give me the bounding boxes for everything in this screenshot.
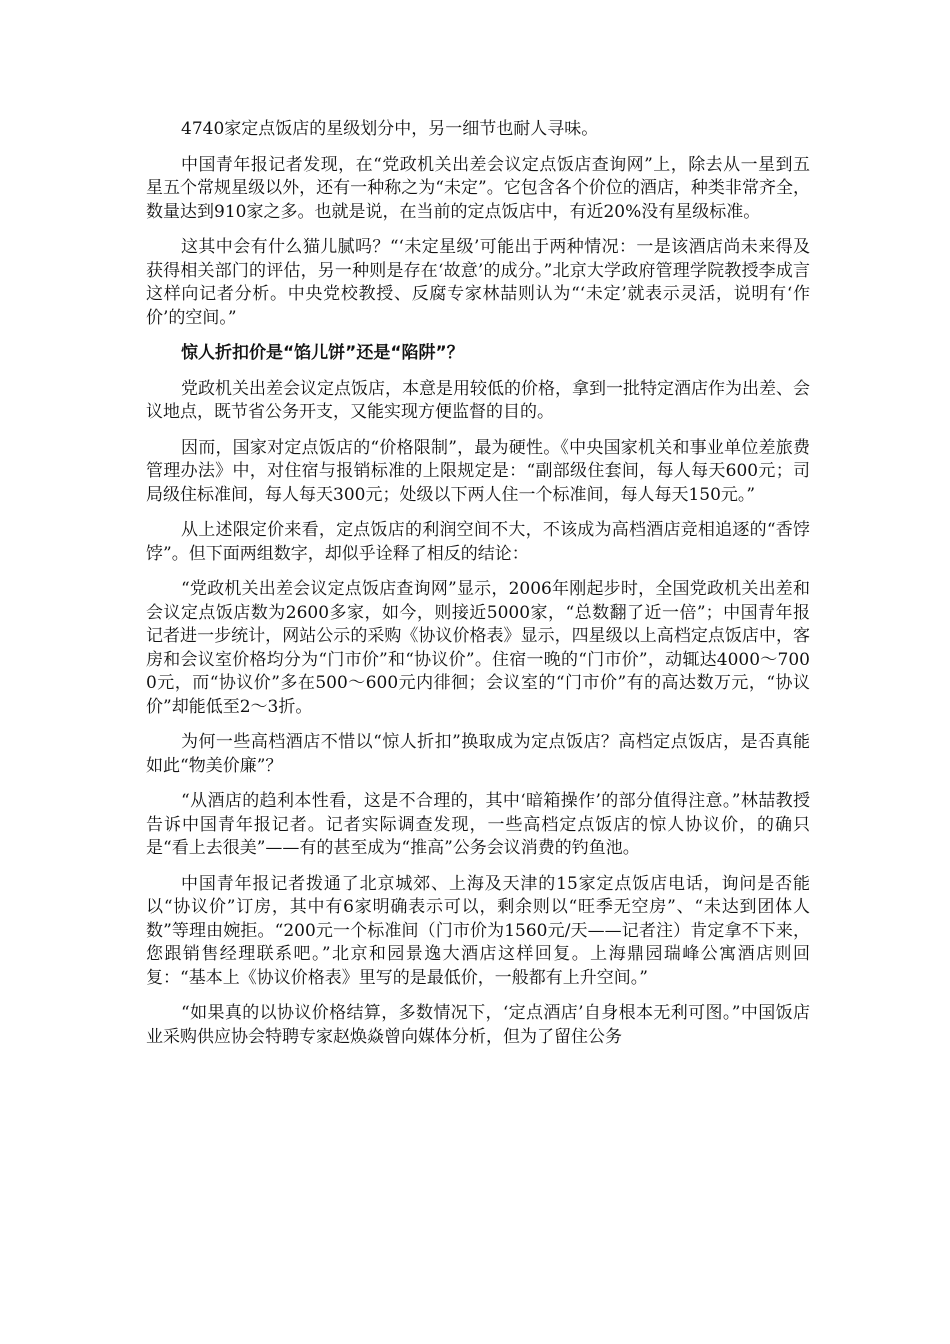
paragraph-9: “从酒店的趋利本性看，这是不合理的，其中‘暗箱操作’的部分值得注意。”林喆教授告诉中国青年报记者。记者实际调查发现，一些高档定点饭店的惊人协议价，的确只是“看上去很美”——有的甚至成为“推高”公务会议消费的钓鱼池。: [146, 791, 810, 858]
paragraph-4: 党政机关出差会议定点饭店，本意是用较低的价格，拿到一批特定酒店作为出差、会议地点，既节省公务开支，又能实现方便监督的目的。: [146, 378, 810, 422]
paragraph-7: “党政机关出差会议定点饭店查询网”显示，2006年刚起步时，全国党政机关出差和会议定点饭店数为2600多家，如今，则接近5000家，“总数翻了近一倍”；中国青年报记者进一步统计，网站公示的采购《协议价格表》显示，四星级以上高档定点饭店中，客房和会议室价格均分为“门市价”和“协议价”。住宿一晚的“门市价”，动辄达4000～7000元，而“协议价”多在500～600元内徘徊；会议室的“门市价”有的高达数万元，“协议价”却能低至2～3折。: [146, 579, 810, 717]
paragraph-8: 为何一些高档酒店不惜以“惊人折扣”换取成为定点饭店？高档定点饭店，是否真能如此“物美价廉”？: [146, 732, 810, 776]
paragraph-3: 这其中会有什么猫儿腻吗？“‘未定星级’可能出于两种情况：一是该酒店尚未来得及获得相关部门的评估，另一种则是存在‘故意’的成分。”北京大学政府管理学院教授李成言这样向记者分析。中央党校教授、反腐专家林喆则认为“‘未定’就表示灵活，说明有‘作价’的空间。”: [146, 237, 810, 328]
paragraph-5: 因而，国家对定点饭店的“价格限制”，最为硬性。《中央国家机关和事业单位差旅费管理办法》中，对住宿与报销标准的上限规定是：“副部级住套间，每人每天600元；司局级住标准间，每人每天300元；处级以下两人住一个标准间，每人每天150元。”: [146, 437, 810, 505]
section-heading: 惊人折扣价是“馅儿饼”还是“陷阱”？: [181, 343, 464, 363]
paragraph-11: “如果真的以协议价格结算，多数情况下，‘定点酒店’自身根本无利可图。”中国饭店业采购供应协会特聘专家赵焕焱曾向媒体分析，但为了留住公务: [146, 1003, 810, 1047]
paragraph-10: 中国青年报记者拨通了北京城郊、上海及天津的15家定点饭店电话，询问是否能以“协议价”订房，其中有6家明确表示可以，剩余则以“旺季无空房”、“未达到团体人数”等理由婉拒。“200元一个标准间（门市价为1560元/天——记者注）肯定拿不下来，您跟销售经理联系吧。”北京和园景逸大酒店这样回复。上海鼎园瑞峰公寓酒店则回复：“基本上《协议价格表》里写的是最低价，一般都有上升空间。”: [146, 873, 810, 988]
document-page: [146, 118, 810, 1061]
paragraph-6: 从上述限定价来看，定点饭店的利润空间不大，不该成为高档酒店竞相追逐的“香饽饽”。但下面两组数字，却似乎诠释了相反的结论：: [146, 520, 810, 564]
paragraph-1: 4740家定点饭店的星级划分中，另一细节也耐人寻味。: [181, 119, 599, 139]
paragraph-2: 中国青年报记者发现，在“党政机关出差会议定点饭店查询网”上，除去从一星到五星五个常规星级以外，还有一种称之为“未定”。它包含各个价位的酒店，种类非常齐全，数量达到910家之多。也就是说，在当前的定点饭店中，有近20%没有星级标准。: [146, 154, 810, 222]
